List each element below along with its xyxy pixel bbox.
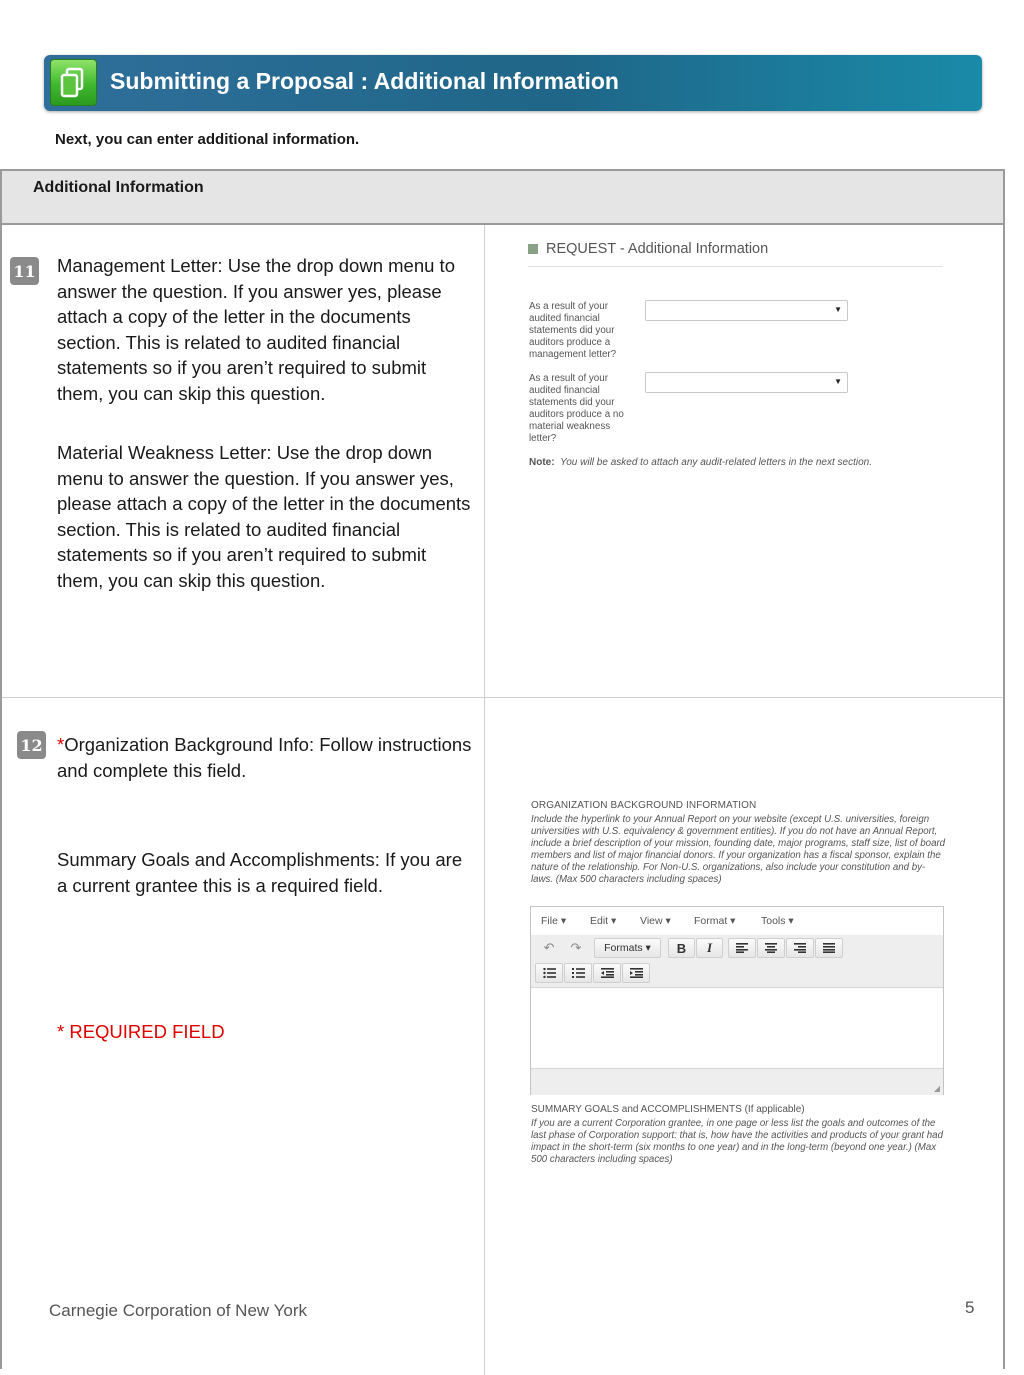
page-title: Submitting a Proposal : Additional Information	[110, 68, 619, 94]
align-left-icon[interactable]	[728, 938, 756, 958]
editor-menubar	[531, 907, 943, 936]
dropdown-arrow-icon: ▼	[834, 377, 842, 386]
redo-icon[interactable]: ↷	[570, 940, 582, 955]
required-field-legend: * REQUIRED FIELD	[57, 1021, 225, 1042]
material-weakness-instructions: Material Weakness Letter: Use the drop down menu to answer the question. If you answer yes, please attach a copy of the letter in the documents section. This is related to audited financial statements so if you aren’t required to submit them, you can skip this question.	[57, 442, 471, 591]
step-11-badge: 11	[10, 257, 39, 285]
editor-statusbar	[531, 1068, 943, 1095]
formats-dropdown[interactable]: Formats ▾	[594, 938, 661, 958]
note-label: Note:	[529, 457, 555, 468]
page-number: 5	[965, 1298, 975, 1317]
header-banner	[44, 55, 982, 111]
summary-goals-instructions: Summary Goals and Accomplishments: If you are a current grantee this is a required field.	[57, 849, 463, 896]
undo-icon[interactable]: ↶	[543, 940, 555, 955]
align-right-icon[interactable]	[786, 938, 814, 958]
request-section-heading	[528, 241, 768, 257]
menu-view[interactable]: View ▾	[640, 915, 671, 927]
editor-toolbar	[531, 935, 943, 988]
bold-button[interactable]: B	[668, 938, 695, 958]
footer-organization: Carnegie Corporation of New York	[49, 1301, 307, 1320]
request-heading-text: REQUEST - Additional Information	[546, 241, 769, 257]
org-background-instructions	[57, 732, 477, 783]
align-justify-icon[interactable]	[815, 938, 843, 958]
outdent-icon[interactable]	[593, 963, 621, 983]
intro-text: Next, you can enter additional information.	[55, 131, 360, 148]
management-letter-dropdown[interactable]	[645, 300, 848, 321]
editor-text-area[interactable]	[531, 988, 943, 1068]
section-marker-icon	[528, 244, 538, 254]
row-divider	[2, 697, 1003, 698]
note-text: You will be asked to attach any audit-related letters in the next section.	[560, 457, 872, 468]
required-asterisk: *	[57, 734, 65, 755]
indent-icon[interactable]	[622, 963, 650, 983]
panel-header	[2, 171, 1003, 225]
material-weakness-dropdown[interactable]	[645, 372, 848, 393]
material-weakness-question: As a result of your audited financial statements did your auditors produce a no material weakness letter?	[529, 373, 624, 444]
numbered-list-icon[interactable]	[564, 963, 592, 983]
undo-redo-group	[535, 938, 590, 958]
heading-rule	[528, 266, 943, 267]
panel-title: Additional Information	[33, 179, 204, 196]
management-letter-question: As a result of your audited financial statements did your auditors produce a management letter?	[529, 301, 617, 360]
menu-edit[interactable]: Edit ▾	[590, 915, 617, 927]
org-background-text: Organization Background Info: Follow instructions and complete this field.	[57, 734, 472, 781]
bullet-list-icon[interactable]	[535, 963, 563, 983]
column-divider	[484, 225, 485, 1375]
step-12-badge: 12	[17, 731, 46, 759]
resize-handle-icon[interactable]: ◢	[933, 1084, 940, 1093]
management-letter-instructions: Management Letter: Use the drop down menu to answer the question. If you answer yes, please attach a copy of the letter in the documents section. This is related to audited financial statements so if you aren’t required to submit them, you can skip this question.	[57, 255, 455, 404]
menu-file[interactable]: File ▾	[541, 915, 567, 927]
align-center-icon[interactable]	[757, 938, 785, 958]
dropdown-arrow-icon: ▼	[834, 305, 842, 314]
audit-note	[529, 457, 872, 468]
org-background-heading: ORGANIZATION BACKGROUND INFORMATION	[531, 800, 757, 811]
menu-format[interactable]: Format ▾	[694, 915, 736, 927]
document-copy-icon	[50, 59, 97, 106]
menu-tools[interactable]: Tools ▾	[761, 915, 794, 927]
org-background-description: Include the hyperlink to your Annual Report on your website (except U.S. universities, foreign universities with U.S. equivalency & government entities). If you do not have an Annual Report, include a brief description of your mission, founding date, major programs, staff size, list of board members and list of major financial donors. If your organization has a fiscal sponsor, explain the nature of the relationship. For Non-U.S. organizations, also include your constitution and by-laws. (Max 500 characters including spaces)	[531, 814, 946, 885]
italic-button[interactable]: I	[696, 938, 723, 958]
summary-goals-heading: SUMMARY GOALS and ACCOMPLISHMENTS (If applicable)	[531, 1104, 805, 1115]
rich-text-editor	[530, 906, 944, 1095]
summary-goals-description: If you are a current Corporation grantee, in one page or less list the goals and outcomes of the last phase of Corporation support: that is, how have the activities and products of your grant had impact in the short-term (six months to one year) and in the long-term (beyond one year.) (Max 500 characters including spaces)	[531, 1118, 943, 1165]
